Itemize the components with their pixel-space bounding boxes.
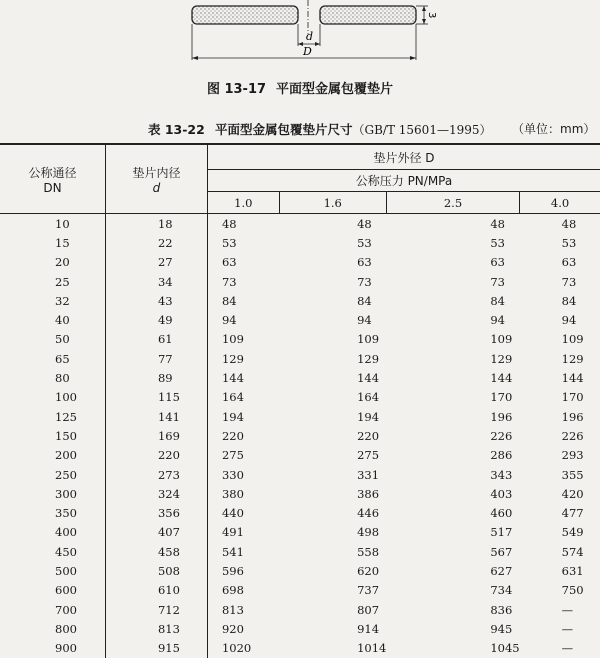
cell-inner-diameter: 712 (105, 600, 207, 619)
cell-outer-pn-2-5: 517 (490, 525, 513, 540)
cell-nominal-diameter: 800 (0, 619, 105, 638)
cell-outer-pn-1-6: 63 (357, 255, 372, 270)
cell-outer-pn-1-6: 129 (357, 351, 380, 366)
cell-nominal-diameter: 700 (0, 600, 105, 619)
cell-outer-pn-1-0: 1020 (221, 641, 252, 656)
table-row (0, 446, 600, 465)
cell-outer-pn-2-5: 129 (490, 351, 513, 366)
cell-outer-pn-1-0: 94 (221, 313, 237, 328)
cell-outer-pn-1-0: 63 (221, 255, 237, 270)
cell-inner-diameter: 141 (105, 407, 207, 426)
cell-nominal-diameter: 80 (0, 368, 105, 387)
cell-inner-diameter: 610 (105, 581, 207, 600)
label-inner-diameter: d (306, 30, 314, 43)
table-row (0, 214, 600, 234)
cell-outer-pn-1-6: 620 (357, 563, 380, 578)
cell-outer-pn-4-0: 129 (561, 351, 584, 366)
cell-outer-pn-1-6: 53 (357, 235, 372, 250)
cell-inner-diameter: 115 (105, 388, 207, 407)
cell-nominal-diameter: 65 (0, 349, 105, 368)
cell-nominal-diameter: 600 (0, 581, 105, 600)
cell-outer-pn-4-0: 144 (561, 371, 584, 386)
cell-outer-pn-2-5: 144 (490, 371, 513, 386)
header-dn-symbol: DN (43, 180, 62, 195)
cell-nominal-diameter: 300 (0, 484, 105, 503)
table-row (0, 542, 600, 561)
cell-outer-pn-1-0: 920 (221, 621, 244, 636)
cell-outer-pn-2-5: 94 (490, 313, 505, 328)
header-pn-4-0: 4.0 (520, 192, 600, 214)
header-nominal-pressure: 公称压力 PN/MPa (207, 170, 600, 192)
cell-inner-diameter: 458 (105, 542, 207, 561)
header-pn-1-0: 1.0 (207, 192, 279, 214)
cell-outer-pn-1-6: 737 (357, 583, 380, 598)
table-row (0, 465, 600, 484)
cell-outer-pn-1-0: 541 (221, 544, 244, 559)
cell-outer-pn-4-0: 109 (561, 332, 584, 347)
cell-outer-pn-4-0: 48 (561, 216, 577, 231)
table-number: 表 13-22 (148, 122, 205, 137)
cell-outer-pn-1-0: 84 (221, 293, 237, 308)
cell-nominal-diameter: 20 (0, 253, 105, 272)
cell-outer-pn-4-0: — (561, 602, 574, 617)
header-d-label: 垫片内径 (132, 165, 181, 180)
table-title: 平面型金属包覆垫片尺寸 (215, 122, 353, 137)
cell-outer-pn-2-5: 567 (490, 544, 513, 559)
cell-inner-diameter: 61 (105, 330, 207, 349)
cell-outer-pn-1-6: 807 (357, 602, 380, 617)
cell-outer-pn-4-0: 631 (561, 563, 584, 578)
cell-outer-pn-1-6: 386 (357, 486, 380, 501)
cell-outer-pn-2-5: 73 (490, 274, 505, 289)
cell-outer-pn-4-0: 293 (561, 448, 584, 463)
cell-outer-pn-2-5: 734 (490, 583, 513, 598)
cell-nominal-diameter: 100 (0, 388, 105, 407)
gasket-cross-section-drawing (0, 0, 600, 80)
table-row (0, 426, 600, 445)
cell-outer-pn-1-0: 813 (221, 602, 244, 617)
cell-nominal-diameter: 450 (0, 542, 105, 561)
table-row (0, 368, 600, 387)
table-row (0, 503, 600, 522)
cell-outer-pn-2-5: 196 (490, 409, 513, 424)
cell-outer-pn-1-6: 446 (357, 506, 380, 521)
cell-outer-pn-4-0: 477 (561, 506, 584, 521)
cell-nominal-diameter: 125 (0, 407, 105, 426)
cell-nominal-diameter: 40 (0, 310, 105, 329)
cell-outer-pn-2-5: 343 (490, 467, 513, 482)
header-inner-diameter (105, 144, 207, 214)
cell-outer-pn-1-6: 914 (357, 621, 380, 636)
cell-nominal-diameter: 900 (0, 639, 105, 658)
cell-inner-diameter: 915 (105, 639, 207, 658)
cell-outer-pn-4-0: 63 (561, 255, 577, 270)
figure-caption (0, 78, 600, 97)
table-row (0, 523, 600, 542)
table-row (0, 349, 600, 368)
cell-outer-pn-1-6: 109 (357, 332, 380, 347)
cell-nominal-diameter: 400 (0, 523, 105, 542)
cell-outer-pn-2-5: 286 (490, 448, 513, 463)
figure-title: 平面型金属包覆垫片 (276, 82, 394, 97)
cell-inner-diameter: 18 (105, 214, 207, 234)
cell-nominal-diameter: 50 (0, 330, 105, 349)
cell-outer-pn-1-6: 220 (357, 428, 380, 443)
table-row (0, 561, 600, 580)
header-pn-2-5: 2.5 (386, 192, 519, 214)
cell-outer-pn-2-5: 460 (490, 506, 513, 521)
left-gasket-section (192, 6, 298, 24)
cell-inner-diameter: 89 (105, 368, 207, 387)
cell-outer-pn-1-0: 596 (221, 563, 244, 578)
gasket-dimension-table (0, 143, 600, 658)
cell-outer-pn-1-6: 73 (357, 274, 372, 289)
cell-outer-pn-4-0: 226 (561, 428, 584, 443)
table-row (0, 310, 600, 329)
table-caption (0, 120, 600, 138)
cell-outer-pn-1-0: 129 (221, 351, 244, 366)
table-row (0, 330, 600, 349)
cell-inner-diameter: 407 (105, 523, 207, 542)
cell-outer-pn-1-0: 144 (221, 371, 244, 386)
cell-nominal-diameter: 150 (0, 426, 105, 445)
cell-outer-pn-2-5: 48 (490, 216, 505, 231)
cell-outer-pn-1-6: 94 (357, 313, 372, 328)
cell-outer-pn-1-6: 194 (357, 409, 380, 424)
cell-outer-pn-2-5: 109 (490, 332, 513, 347)
cell-outer-pn-4-0: 574 (561, 544, 584, 559)
cell-outer-pn-4-0: 355 (561, 467, 584, 482)
label-outer-diameter: D (303, 45, 312, 58)
header-dn-label: 公称通径 (28, 165, 77, 180)
table-standard: （GB/T 15601—1995） (352, 123, 492, 137)
cell-outer-pn-4-0: 750 (561, 583, 584, 598)
cell-nominal-diameter: 500 (0, 561, 105, 580)
cell-outer-pn-1-6: 331 (357, 467, 380, 482)
cell-outer-pn-4-0: 170 (561, 390, 584, 405)
label-thickness: 3 (426, 12, 437, 19)
cell-outer-pn-4-0: 73 (561, 274, 577, 289)
cell-outer-pn-2-5: 170 (490, 390, 513, 405)
cell-outer-pn-2-5: 1045 (490, 641, 520, 656)
cell-outer-pn-4-0: 549 (561, 525, 584, 540)
table-unit: （单位：mm） (512, 122, 596, 136)
cell-outer-pn-4-0: 84 (561, 293, 577, 308)
table-row (0, 639, 600, 658)
cell-outer-pn-2-5: 836 (490, 602, 513, 617)
cell-nominal-diameter: 200 (0, 446, 105, 465)
cell-outer-pn-2-5: 403 (490, 486, 513, 501)
cell-outer-pn-2-5: 627 (490, 563, 513, 578)
cell-outer-pn-1-6: 1014 (357, 641, 387, 656)
table-row (0, 272, 600, 291)
table-body (0, 214, 600, 658)
cell-outer-pn-1-0: 380 (221, 486, 244, 501)
cell-outer-pn-1-0: 73 (221, 274, 237, 289)
cell-outer-pn-4-0: 420 (561, 486, 584, 501)
cell-inner-diameter: 813 (105, 619, 207, 638)
figure-number: 图 13-17 (206, 82, 267, 97)
cell-inner-diameter: 169 (105, 426, 207, 445)
table-row (0, 388, 600, 407)
header-d-symbol: d (152, 180, 161, 195)
header-pn-1-6: 1.6 (279, 192, 386, 214)
cell-outer-pn-1-0: 53 (221, 235, 237, 250)
cell-outer-pn-4-0: 53 (561, 235, 577, 250)
cell-outer-pn-1-0: 109 (221, 332, 244, 347)
table-row (0, 253, 600, 272)
cell-nominal-diameter: 10 (0, 214, 105, 234)
cell-inner-diameter: 220 (105, 446, 207, 465)
cell-outer-pn-1-0: 698 (221, 583, 244, 598)
cell-inner-diameter: 324 (105, 484, 207, 503)
cell-outer-pn-1-0: 48 (221, 216, 237, 231)
cell-outer-pn-1-6: 84 (357, 293, 372, 308)
table-row (0, 407, 600, 426)
cell-outer-pn-4-0: — (561, 641, 574, 656)
cell-outer-pn-1-0: 440 (221, 506, 244, 521)
cell-inner-diameter: 27 (105, 253, 207, 272)
cell-outer-pn-2-5: 63 (490, 255, 505, 270)
cell-inner-diameter: 22 (105, 233, 207, 252)
cell-outer-pn-1-0: 164 (221, 390, 244, 405)
cell-outer-pn-1-6: 498 (357, 525, 380, 540)
cell-nominal-diameter: 350 (0, 503, 105, 522)
cell-outer-pn-1-0: 220 (221, 428, 244, 443)
cell-outer-pn-4-0: — (561, 621, 574, 636)
table-row (0, 581, 600, 600)
cell-nominal-diameter: 25 (0, 272, 105, 291)
cell-outer-pn-1-6: 48 (357, 216, 372, 231)
table-title-group (215, 120, 492, 138)
table-row (0, 484, 600, 503)
cell-outer-pn-2-5: 53 (490, 235, 505, 250)
table-row (0, 600, 600, 619)
cell-outer-pn-4-0: 94 (561, 313, 577, 328)
cell-outer-pn-1-0: 330 (221, 467, 244, 482)
cell-outer-pn-1-6: 144 (357, 371, 380, 386)
cell-outer-pn-1-0: 491 (221, 525, 244, 540)
cell-inner-diameter: 43 (105, 291, 207, 310)
gasket-figure (0, 0, 600, 97)
header-nominal-diameter (0, 144, 105, 214)
cell-outer-pn-4-0: 196 (561, 409, 584, 424)
cell-outer-pn-2-5: 945 (490, 621, 513, 636)
cell-outer-pn-2-5: 84 (490, 293, 505, 308)
cell-outer-pn-1-0: 194 (221, 409, 244, 424)
header-outer-diameter: 垫片外径 D (373, 150, 435, 165)
cell-outer-pn-1-6: 558 (357, 544, 380, 559)
cell-nominal-diameter: 32 (0, 291, 105, 310)
table-row (0, 291, 600, 310)
cell-inner-diameter: 34 (105, 272, 207, 291)
cell-outer-pn-1-6: 164 (357, 390, 380, 405)
right-gasket-section (320, 6, 416, 24)
cell-outer-pn-1-6: 275 (357, 448, 380, 463)
cell-outer-pn-2-5: 226 (490, 428, 513, 443)
cell-inner-diameter: 49 (105, 310, 207, 329)
cell-inner-diameter: 356 (105, 503, 207, 522)
cell-outer-pn-1-0: 275 (221, 448, 244, 463)
cell-nominal-diameter: 250 (0, 465, 105, 484)
cell-nominal-diameter: 15 (0, 233, 105, 252)
table-row (0, 233, 600, 252)
cell-inner-diameter: 77 (105, 349, 207, 368)
cell-inner-diameter: 508 (105, 561, 207, 580)
cell-inner-diameter: 273 (105, 465, 207, 484)
